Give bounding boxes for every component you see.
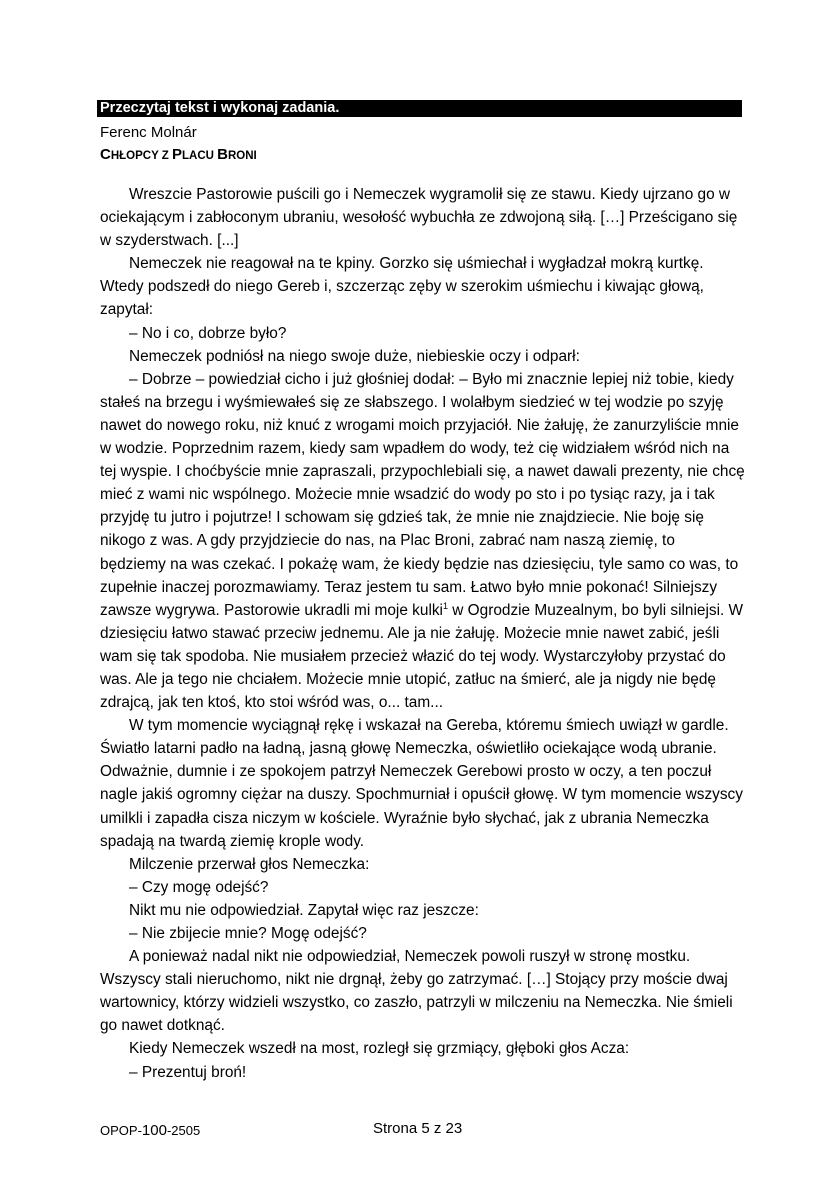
- title-rest: HŁOPCY Z: [110, 150, 172, 162]
- paragraph: Nemeczek podniósł na niego swoje duże, niebieskie oczy i odparł:: [129, 347, 580, 365]
- paragraph: Wreszcie Pastorowie puścili go i Nemeczek wygramolił się ze stawu. Kiedy ujrzano go w ociekającym i zabłoconym ubraniu, wesołość wybuchła ze zdwojoną siłą. […] Prześcigano się w szyderstwach. [...]: [100, 186, 738, 250]
- paragraph: Kiedy Nemeczek wszedł na most, rozległ się grzmiący, głęboki głos Acza:: [129, 1040, 630, 1058]
- paragraph-text: w Ogrodzie Muzealnym, bo byli silniejsi. W dziesięciu łatwo stawać przeciw jednemu. Ale ja nie żałuję. Możecie mnie nawet zabić, jeśli wam się tak spodoba. Nie musiałem przecież włazić do tej wody. Wystarczyłoby przystać do was. Ale ja tego nie chciałem. Możecie mnie utopić, zatłuc na śmierć, ale ja nigdy nie będę zdrajcą, jak ten ktoś, kto stoi wśród was, o... tam...: [100, 601, 744, 712]
- work-title: [100, 146, 257, 165]
- paragraph: W tym momencie wyciągnął rękę i wskazał na Gereba, któremu śmiech uwiązł w gardle. Światło latarni padło na ładną, jasną głowę Nemeczka, oświetliło ociekające wodą ubranie. Odważnie, dumnie i ze spokojem patrzył Nemeczek Gerebowi prosto w oczy, a ten poczuł nagle jakiś ogromny ciężar na duszy. Spochmurniał i opuścił głowę. W tym momencie wszyscy umilkli i zapadła cisza niczym w kościele. Wyraźnie było słychać, jak z ubrania Nemeczka spadają na twardą ziemię krople wody.: [100, 717, 743, 850]
- instruction-banner: Przeczytaj tekst i wykonaj zadania.: [97, 100, 742, 117]
- exam-code: [100, 1122, 200, 1139]
- paragraph: – Prezentuj broń!: [129, 1063, 247, 1081]
- title-cap: B: [217, 146, 228, 163]
- title-cap: C: [100, 146, 111, 163]
- exam-code-prefix: OPOP-: [100, 1123, 142, 1138]
- exam-code-suffix: -2505: [166, 1123, 201, 1138]
- paragraph: Nemeczek nie reagował na te kpiny. Gorzko się uśmiechał i wygładzał mokrą kurtkę. Wtedy podszedł do niego Gereb i, szczerząc zęby w szerokim uśmiechu i kiwając głową, zapytał:: [100, 255, 704, 319]
- page-number: Strona 5 z 23: [373, 1120, 463, 1137]
- title-rest: LACU: [182, 150, 218, 162]
- paragraph: – No i co, dobrze było?: [129, 324, 287, 342]
- paragraph: Nikt mu nie odpowiedział. Zapytał więc raz jeszcze:: [129, 901, 479, 919]
- author-name: Ferenc Molnár: [100, 124, 197, 141]
- paragraph: – Czy mogę odejść?: [129, 878, 269, 896]
- footnote-marker: 1: [442, 600, 448, 611]
- paragraph: – Nie zbijecie mnie? Mogę odejść?: [129, 925, 367, 942]
- paragraph: Milczenie przerwał głos Nemeczka:: [129, 855, 370, 873]
- story-text: [100, 183, 745, 1084]
- paragraph: [100, 368, 745, 714]
- paragraph-text: – Dobrze – powiedział cicho i już głośniej dodał: – Było mi znacznie lepiej niż tobie, kiedy stałeś na brzegu i wyśmiewałeś się ze słabszego. I wolałbym siedzieć w tej wodzie po szyję nawet do nowego roku, niż knuć z wrogami moich przyjaciół. Nie żałuję, że zanurzyliście mnie w wodzie. Poprzednim razem, kiedy sam wpadłem do wody, też cię widziałem wśród nich na tej wyspie. I choćbyście mnie zapraszali, przypochlebiali się, a nawet dawali prezenty, nie chcę mieć z wami nic wspólnego. Możecie mnie wsadzić do wody po sto i po tysiąc razy, ja i tak przyjdę tu jutro i pojutrze! I schowam się gdzieś tak, że mnie nie znajdziecie. Nie boję się nikogo z was. A gdy przyjdziecie do nas, na Plac Broni, zabrać nam naszą ziemię, to będziemy na was czekać. I pokażę wam, że kiedy będzie nas dziesięciu, tyle samo co was, to zupełnie inaczej porozmawiamy. Teraz jestem tu sam. Łatwo było mnie pokonać! Silniejszy zawsze wygrywa. Pastorowie ukradli mi moje kulki: [100, 370, 745, 619]
- title-cap: P: [171, 146, 182, 163]
- paragraph: A ponieważ nadal nikt nie odpowiedział, Nemeczek powoli ruszył w stronę mostku. Wszyscy stali nieruchomo, nikt nie drgnął, żeby go zatrzymać. […] Stojący przy moście dwaj wartownicy, którzy widzieli wszystko, co zaszło, patrzyli w milczeniu na Nemeczka. Nie śmieli go nawet dotknąć.: [100, 948, 733, 1035]
- exam-code-number: 100: [141, 1122, 167, 1139]
- title-rest: RONI: [227, 150, 257, 162]
